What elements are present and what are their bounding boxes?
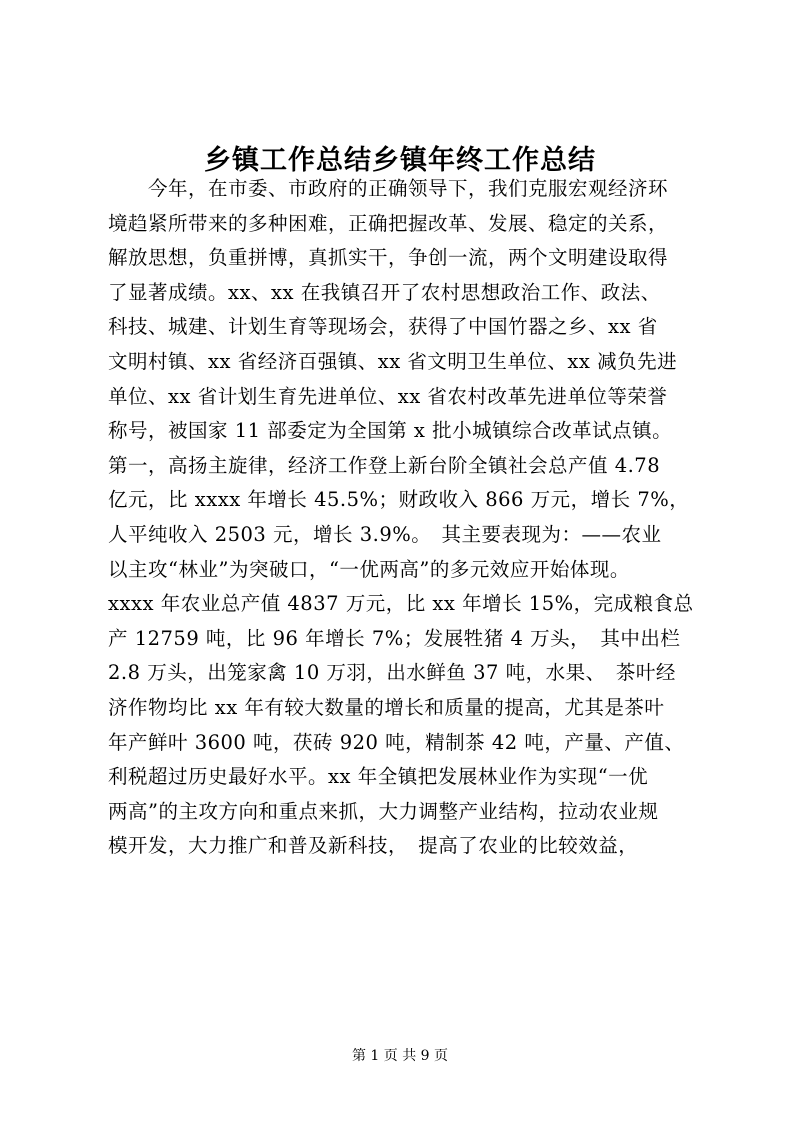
body-line: 人平纯收入 2503 元，增长 3.9%。 其主要表现为：——农业 xyxy=(108,522,662,546)
body-line: 称号，被国家 11 部委定为全国第 x 批小城镇综合改革试点镇。 xyxy=(108,419,673,443)
body-line: 解放思想，负重拼博，真抓实干，争创一流，两个文明建设取得 xyxy=(108,246,669,270)
body-line: 文明村镇、xx 省经济百强镇、xx 省文明卫生单位、xx 减负先进 xyxy=(108,349,678,373)
document-title: 乡镇工作总结乡镇年终工作总结 xyxy=(204,145,596,176)
body-line: 了显著成绩。xx、xx 在我镇召开了农村思想政治工作、政法、 xyxy=(108,280,661,304)
body-line: 两高”的主攻方向和重点来抓，大力调整产业结构，拉动农业规 xyxy=(108,799,659,823)
body-line: 境趋紧所带来的多种困难，正确把握改革、发展、稳定的关系， xyxy=(108,211,669,235)
body-line: 产 12759 吨，比 96 年增长 7%；发展牲猪 4 万头， 其中出栏 xyxy=(108,626,681,650)
body-line: 济作物均比 xx 年有较大数量的增长和质量的提高，尤其是茶叶 xyxy=(108,695,665,719)
document-body xyxy=(108,172,708,864)
body-line: 第一，高扬主旋律，经济工作登上新台阶全镇社会总产值 4.78 xyxy=(108,453,661,477)
body-line: 2.8 万头，出笼家禽 10 万羽，出水鲜鱼 37 吨，水果、 茶叶经 xyxy=(108,661,676,685)
body-line: 亿元，比 xxxx 年增长 45.5%；财政收入 866 万元，增长 7%， xyxy=(108,488,690,512)
body-line: 利税超过历史最好水平。xx 年全镇把发展林业作为实现“一优 xyxy=(108,765,649,789)
body-line: 科技、城建、计划生育等现场会，获得了中国竹器之乡、xx 省 xyxy=(108,315,658,339)
body-line: 模开发，大力推广和普及新科技， 提高了农业的比较效益， xyxy=(108,834,639,858)
body-line: 今年，在市委、市政府的正确领导下，我们克服宏观经济环 xyxy=(108,177,669,200)
body-line: 以主攻“林业”为突破口，“一优两高”的多元效应开始体现。 xyxy=(108,557,630,581)
body-line: 单位、xx 省计划生育先进单位、xx 省农村改革先进单位等荣誉 xyxy=(108,384,668,408)
page-footer: 第 1 页 共 9 页 xyxy=(351,1048,449,1064)
body-line: 年产鲜叶 3600 吨，茯砖 920 吨，精制茶 42 吨，产量、产值、 xyxy=(108,730,685,754)
body-line: xxxx 年农业总产值 4837 万元，比 xx 年增长 15%，完成粮食总 xyxy=(108,592,694,616)
